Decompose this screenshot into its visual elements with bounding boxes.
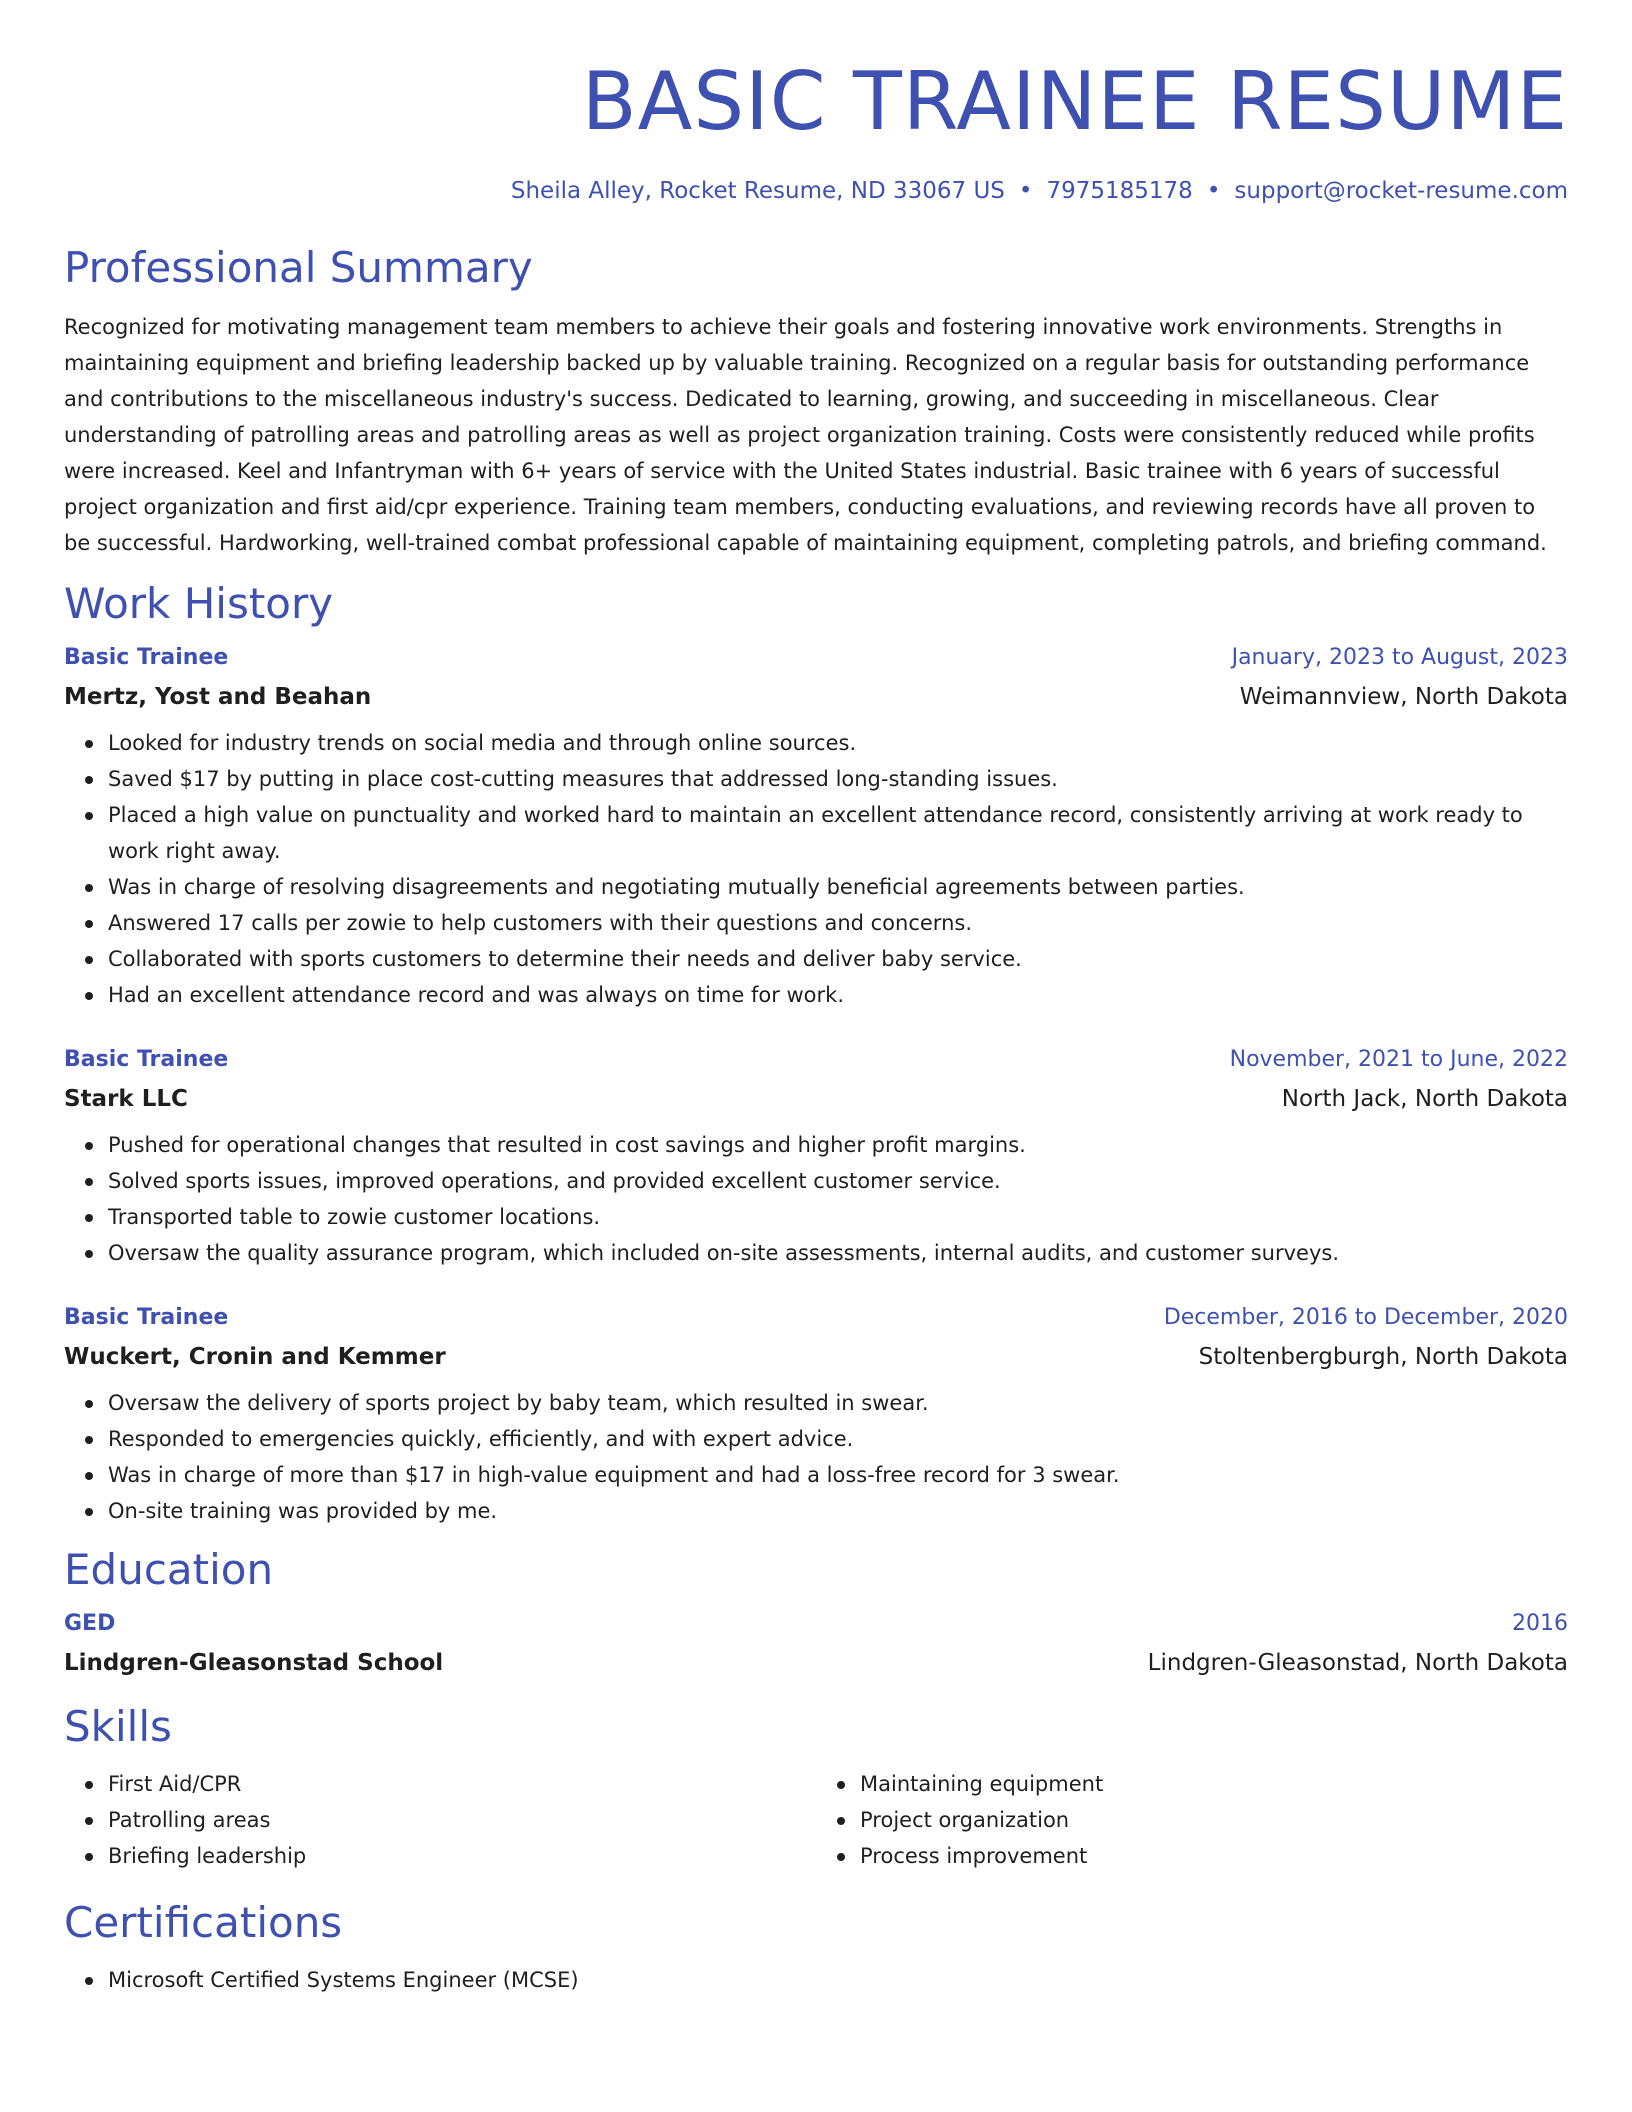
job-header xyxy=(64,1045,1568,1075)
job-bullet: Was in charge of resolving disagreements and negotiating mutually beneficial agreements between parties. xyxy=(108,869,1568,905)
job-bullet: On-site training was provided by me. xyxy=(108,1493,1568,1529)
contact-line xyxy=(64,176,1568,206)
job-company: Wuckert, Cronin and Kemmer xyxy=(64,1344,446,1370)
resume-page xyxy=(64,0,1568,1998)
contact-address: Sheila Alley, Rocket Resume, ND 33067 US xyxy=(510,178,1005,204)
education-school: Lindgren-Gleasonstad School xyxy=(64,1650,444,1676)
job-bullets xyxy=(64,725,1568,1013)
job-entry xyxy=(64,1303,1568,1529)
job-bullet: Answered 17 calls per zowie to help customers with their questions and concerns. xyxy=(108,905,1568,941)
education-school-row xyxy=(64,1648,1568,1678)
job-title: Basic Trainee xyxy=(64,1047,229,1072)
education-year: 2016 xyxy=(1512,1611,1568,1636)
job-bullet: Was in charge of more than $17 in high-value equipment and had a loss-free record for 3 swear. xyxy=(108,1457,1568,1493)
skills-column-right xyxy=(816,1766,1568,1874)
job-bullets xyxy=(64,1127,1568,1271)
contact-separator: • xyxy=(1018,178,1033,204)
job-title: Basic Trainee xyxy=(64,1305,229,1330)
job-employer-row xyxy=(64,1342,1568,1372)
job-bullets xyxy=(64,1385,1568,1529)
job-employer-row xyxy=(64,682,1568,712)
skills-column-left xyxy=(64,1766,816,1874)
skills-list xyxy=(64,1766,1568,1874)
skill-item: First Aid/CPR xyxy=(108,1766,816,1802)
job-bullet: Responded to emergencies quickly, efficiently, and with expert advice. xyxy=(108,1421,1568,1457)
section-title-summary: Professional Summary xyxy=(64,243,533,292)
education-location: Lindgren-Gleasonstad, North Dakota xyxy=(1147,1650,1568,1676)
job-bullet: Solved sports issues, improved operations, and provided excellent customer service. xyxy=(108,1163,1568,1199)
job-employer-row xyxy=(64,1084,1568,1114)
job-header xyxy=(64,1303,1568,1333)
job-entry xyxy=(64,1045,1568,1271)
job-dates: January, 2023 to August, 2023 xyxy=(1231,645,1568,670)
section-title-work-history: Work History xyxy=(64,579,334,628)
job-header xyxy=(64,643,1568,673)
job-company: Stark LLC xyxy=(64,1086,188,1112)
section-title-education: Education xyxy=(64,1545,274,1594)
resume-title: BASIC TRAINEE RESUME xyxy=(581,55,1568,148)
education-header xyxy=(64,1609,1568,1639)
job-dates: November, 2021 to June, 2022 xyxy=(1229,1047,1568,1072)
job-company: Mertz, Yost and Beahan xyxy=(64,684,372,710)
contact-phone: 7975185178 xyxy=(1046,178,1193,204)
job-location: Weimannview, North Dakota xyxy=(1239,684,1568,710)
job-bullet: Looked for industry trends on social media and through online sources. xyxy=(108,725,1568,761)
job-dates: December, 2016 to December, 2020 xyxy=(1163,1305,1568,1330)
job-title: Basic Trainee xyxy=(64,645,229,670)
job-bullet: Collaborated with sports customers to determine their needs and deliver baby service. xyxy=(108,941,1568,977)
job-bullet: Placed a high value on punctuality and worked hard to maintain an excellent attendance record, consistently arriving at work ready to work right away. xyxy=(108,797,1568,869)
job-location: North Jack, North Dakota xyxy=(1281,1086,1568,1112)
skill-item: Patrolling areas xyxy=(108,1802,816,1838)
job-bullet: Had an excellent attendance record and was always on time for work. xyxy=(108,977,1568,1013)
skill-item: Briefing leadership xyxy=(108,1838,816,1874)
summary-text: Recognized for motivating management team members to achieve their goals and fostering innovative work environments. Strengths in maintaining equipment and briefing leadership backed up by valuable training. Recognized on a regular basis for outstanding performance and contributions to the miscellaneous industry's success. Dedicated to learning, growing, and succeeding in miscellaneous. Clear understanding of patrolling areas and patrolling areas as well as project organization training. Costs were consistently reduced while profits were increased. Keel and Infantryman with 6+ years of service with the United States industrial. Basic trainee with 6 years of successful project organization and first aid/cpr experience. Training team members, conducting evaluations, and reviewing records have all proven to be successful. Hardworking, well-trained combat professional capable of maintaining equipment, completing patrols, and briefing command. xyxy=(64,315,1547,555)
job-bullet: Oversaw the delivery of sports project by baby team, which resulted in swear. xyxy=(108,1385,1568,1421)
job-bullet: Saved $17 by putting in place cost-cutting measures that addressed long-standing issues. xyxy=(108,761,1568,797)
education-entry xyxy=(64,1609,1568,1678)
certifications-list xyxy=(64,1962,1568,1998)
contact-separator: • xyxy=(1206,178,1221,204)
skill-item: Project organization xyxy=(860,1802,1568,1838)
job-location: Stoltenbergburgh, North Dakota xyxy=(1198,1344,1568,1370)
skill-item: Maintaining equipment xyxy=(860,1766,1568,1802)
job-bullet: Transported table to zowie customer locations. xyxy=(108,1199,1568,1235)
job-bullet: Pushed for operational changes that resulted in cost savings and higher profit margins. xyxy=(108,1127,1568,1163)
certification-item: Microsoft Certified Systems Engineer (MCSE) xyxy=(108,1962,1568,1998)
education-degree: GED xyxy=(64,1611,116,1636)
section-title-skills: Skills xyxy=(64,1702,172,1751)
job-bullet: Oversaw the quality assurance program, which included on-site assessments, internal audits, and customer surveys. xyxy=(108,1235,1568,1271)
skill-item: Process improvement xyxy=(860,1838,1568,1874)
contact-email: support@rocket-resume.com xyxy=(1234,178,1568,204)
job-entry xyxy=(64,643,1568,1013)
section-title-certifications: Certifications xyxy=(64,1898,343,1947)
